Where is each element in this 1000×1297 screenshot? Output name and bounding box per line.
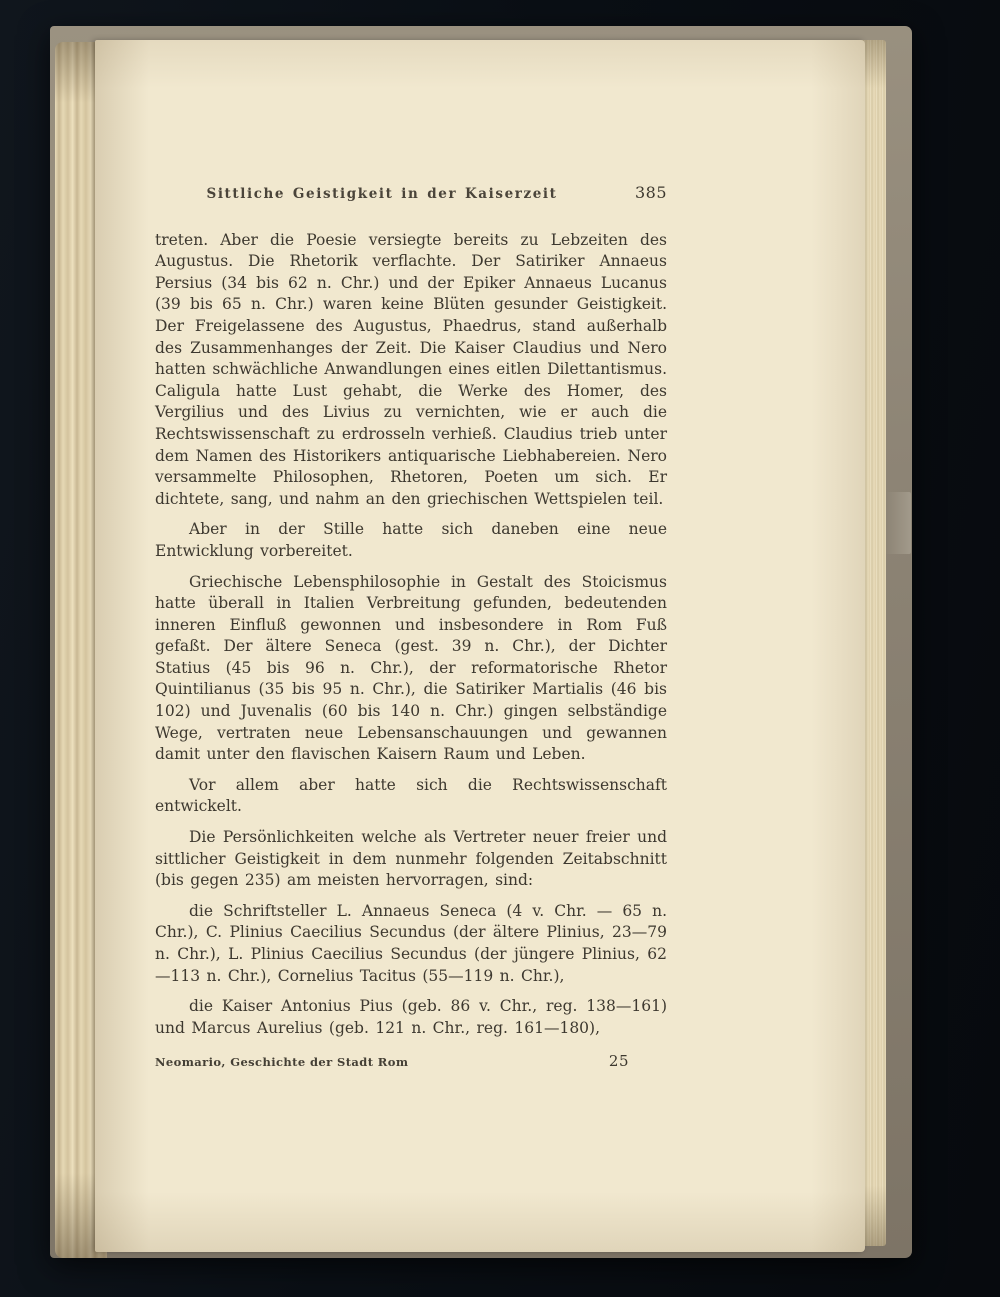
page-header: [155, 182, 667, 206]
book-page: [95, 40, 865, 1252]
sheet-number: 25: [608, 1052, 629, 1070]
page-footer: [155, 1052, 667, 1070]
paragraph: Vor allem aber hatte sich die Rechtswissenschaft entwickelt.: [155, 775, 667, 816]
running-head: Sittliche Geistigkeit in der Kaiserzeit: [206, 186, 558, 202]
paragraph: Griechische Lebensphilosophie in Gestalt des Stoicismus hatte überall in Italien Verbreitung gefunden, bedeutenden inneren Einfluß gewonnen und insbesondere in Rom Fuß gefaßt. Der ältere Seneca (gest. 39 n. Chr.), der Dichter Statius (45 bis 96 n. Chr.), der reformatorische Rhetor Quintilianus (35 bis 95 n. Chr.), die Satiriker Martialis (46 bis 102) und Juvenalis (60 bis 140 n. Chr.) gingen selbständige Wege, vertraten neue Lebensanschauungen und gewannen damit unter den flavischen Kaisern Raum und Leben.: [155, 572, 667, 764]
printer-signature: Neomario, Geschichte der Stadt Rom: [155, 1055, 409, 1069]
paragraph: treten. Aber die Poesie versiegte bereits zu Lebzeiten des Augustus. Die Rhetorik verflachte. Der Satiriker Annaeus Persius (34 bis 62 n. Chr.) und der Epiker Annaeus Lucanus (39 bis 65 n. Chr.) waren keine Blüten gesunder Geistigkeit. Der Freigelassene des Augustus, Phaedrus, stand außerhalb des Zusammenhanges der Zeit. Die Kaiser Claudius und Nero hatten schwächliche Anwandlungen eines eitlen Dilettantismus. Caligula hatte Lust gehabt, die Werke des Homer, des Vergilius und des Livius zu vernichten, wie er auch die Rechtswissenschaft zu erdrosseln verhieß. Claudius trieb unter dem Namen des Historikers antiquarische Liebhabereien. Nero versammelte Philosophen, Rhetoren, Poeten um sich. Er dichtete, sang, und nahm an den griechischen Wettspielen teil.: [155, 230, 667, 508]
paragraph: die Schriftsteller L. Annaeus Seneca (4 v. Chr. — 65 n. Chr.), C. Plinius Caecilius Secundus (der ältere Plinius, 23—79 n. Chr.), L. Plinius Caecilius Secundus (der jüngere Plinius, 62—113 n. Chr.), Cornelius Tacitus (55—119 n. Chr.),: [155, 901, 667, 985]
paragraph: Aber in der Stille hatte sich daneben eine neue Entwicklung vorbereitet.: [155, 520, 667, 560]
paragraph: Die Persönlichkeiten welche als Vertreter neuer freier und sittlicher Geistigkeit in dem nunmehr folgenden Zeitabschnitt (bis gegen 235) am meisten hervorragen, sind:: [155, 828, 667, 890]
paragraph: die Kaiser Antonius Pius (geb. 86 v. Chr., reg. 138—161) und Marcus Aurelius (geb. 121 n. Chr., reg. 161—180),: [155, 997, 667, 1037]
book-cover: [50, 26, 912, 1258]
page-number: 385: [634, 183, 667, 202]
cover-clasp: [883, 492, 911, 554]
text-block: [155, 182, 667, 1048]
